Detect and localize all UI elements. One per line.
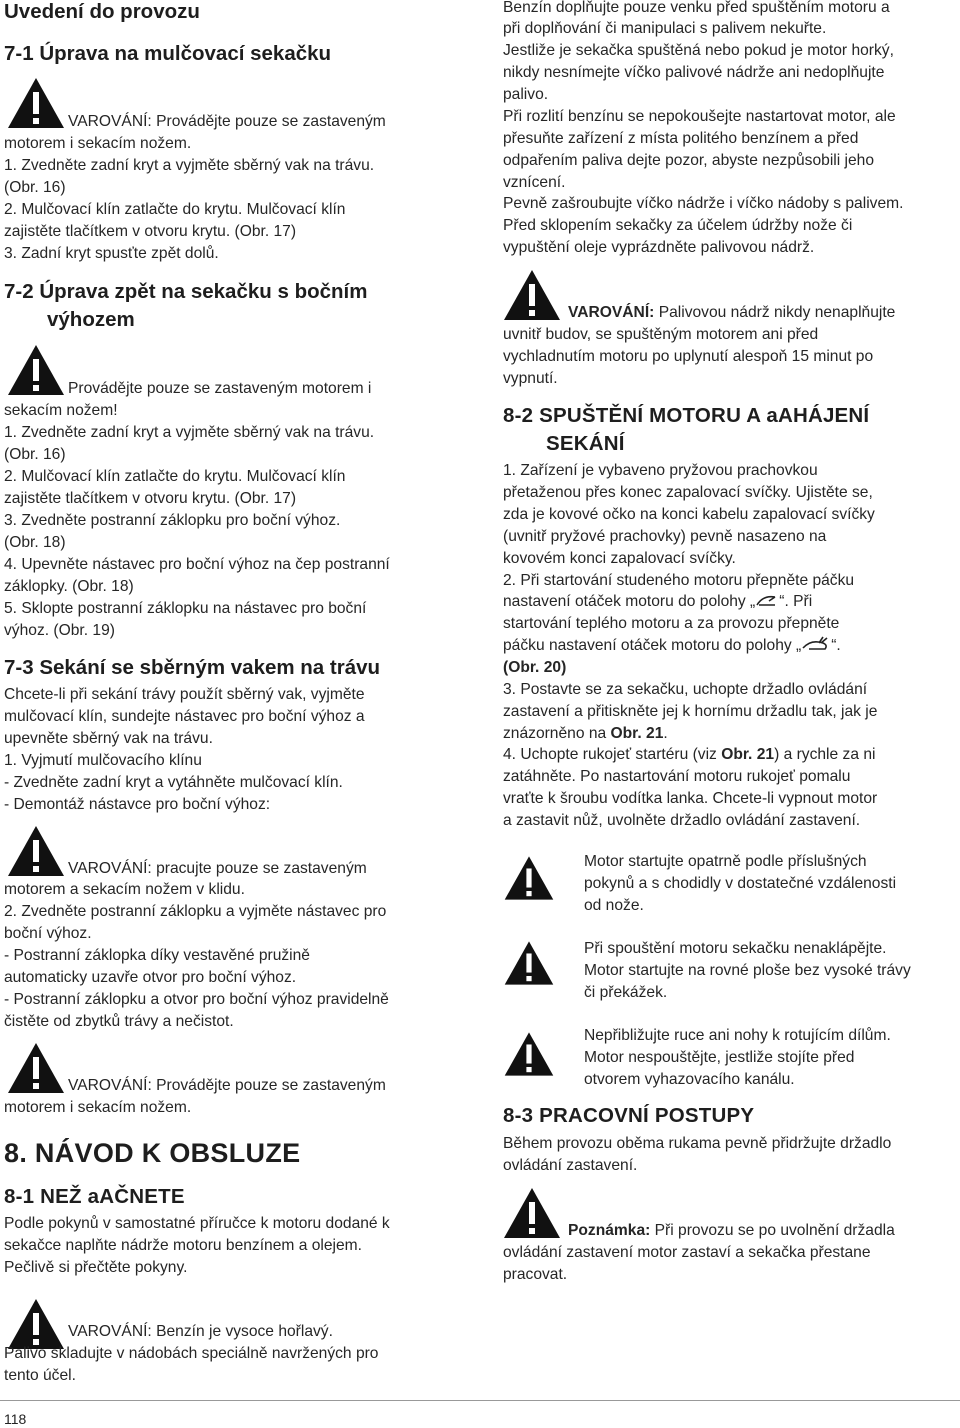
paragraph-line: upevněte sběrný vak na trávu. [4,730,213,747]
list-item: zda je kovové očko na konci kabelu zapalovací svíčky [503,506,875,523]
warning-text: pracujte pouze se zastaveným [151,860,367,877]
warning-81 [68,1321,333,1343]
list-item: výhoz. (Obr. 19) [4,622,115,639]
list-item: 3. Postavte se za sekačku, uchopte držadlo ovládání [503,681,868,698]
section-7-3-heading: 7-3 Sekání se sběrným vakem na trávu [4,656,381,679]
list-item: startování teplého motoru a za provozu přepněte [503,615,840,632]
section-8-1-heading: 8-1 NEŽ aAČNETE [4,1185,185,1208]
list-item: - Zvedněte zadní kryt a vytáhněte mulčovací klín. [4,774,343,791]
page-number: 118 [4,1411,27,1427]
list-item: 2. Při startování studeného motoru přepněte páčku [503,572,855,589]
section-8-2-heading: 8-2 SPUŠTĚNÍ MOTORU A aAHÁJENÍ [503,404,870,427]
warning-71-cont: motorem i sekacím nožem. [4,135,192,152]
paragraph-line: při doplňování či manipulaci s palivem nekuřte. [503,20,827,37]
list-item: (uvnitř pryžové prachovky) pevně nasazeno na [503,528,827,545]
list-item: 3. Zadní kryt spusťte zpět dolů. [4,245,219,262]
list-item: 4. Uchopte rukojeť startéru (viz Obr. 21) a rychle za ni [503,746,876,763]
warning-label: VAROVÁNÍ: [568,304,655,321]
paragraph-line: ovládání zastavení. [503,1157,638,1174]
note-cont: ovládání zastavení motor zastaví a sekačka přestane [503,1244,871,1261]
warning-fuel-cont: uvnitř budov, se spuštěným motorem ani před [503,326,819,343]
warning-72-cont: sekacím nožem! [4,402,118,419]
section-8-2-heading-cont: SEKÁNÍ [546,432,625,455]
paragraph-line: Pečlivě si přečtěte pokyny. [4,1259,188,1276]
list-item: boční výhoz. [4,925,92,942]
list-item: 2. Mulčovací klín zatlačte do krytu. Mulčovací klín [4,468,346,485]
warning-icon [503,853,555,903]
list-item: 1. Zvedněte zadní kryt a vyjměte sběrný vak na trávu. [4,424,375,441]
list-item: vraťte k šroubu vodítka lanka. Chcete-li vypnout motor [503,790,878,807]
warning-block-line: otvorem vyhazovacího kanálu. [584,1071,795,1088]
list-item: (Obr. 18) [4,534,66,551]
paragraph-line: Jestliže je sekačka spuštěná nebo pokud je motor horký, [503,42,894,59]
list-item: (Obr. 20) [503,659,567,676]
list-item: 1. Zvedněte zadní kryt a vyjměte sběrný vak na trávu. [4,157,375,174]
list-item: kovovém konci zapalovací svíčky. [503,550,736,567]
page-title: Uvedení do provozu [4,0,200,23]
warning-72: Provádějte pouze se zastaveným motorem i [68,380,372,397]
list-item: nastavení otáček motoru do polohy „ “. Při [503,593,813,610]
warning-block-line: Motor startujte na rovné ploše bez vysoké trávy [584,962,911,979]
warning-icon [503,1029,555,1079]
warning-block-line: Motor nespouštějte, jestliže stojíte před [584,1049,855,1066]
section-7-2-heading: 7-2 Úprava zpět na sekačku s bočním [4,280,368,303]
warning-label: VAROVÁNÍ: [68,860,152,877]
warning-block-line: Nepřibližujte ruce ani nohy k rotujícím dílům. [584,1027,891,1044]
paragraph-line: vznícení. [503,174,566,191]
warning-block-line: od nože. [584,897,644,914]
paragraph-line: sekačce naplňte nádrže motoru benzínem a olejem. [4,1237,362,1254]
list-item: znázorněno na Obr. 21. [503,725,668,742]
warning-73b-cont: motorem i sekacím nožem. [4,1099,192,1116]
warning-icon [6,343,66,397]
warning-fuel-cont: vychladnutím motoru po uplynutí alespoň 15 minut po [503,348,874,365]
section-8-3-heading: 8-3 PRACOVNÍ POSTUPY [503,1104,755,1127]
list-item: čistěte od zbytků trávy a nečistot. [4,1013,234,1030]
warning-fuel [568,302,895,324]
list-item: zatáhněte. Po nastartování motoru rukojeť pomalu [503,768,851,785]
list-item: 1. Vyjmutí mulčovacího klínu [4,752,202,769]
warning-icon [6,1041,66,1095]
paragraph-line: Chcete-li při sekání trávy použít sběrný vak, vyjměte [4,686,365,703]
warning-block-line: Motor startujte opatrně podle příslušných [584,853,867,870]
list-item: záklopky. (Obr. 18) [4,578,134,595]
warning-text: Benzín je vysoce hořlavý. [151,1323,333,1340]
paragraph-line: Při rozlití benzínu se nepokoušejte nastartovat motor, ale [503,108,896,125]
warning-block-line: či překážek. [584,984,668,1001]
list-item: 5. Sklopte postranní záklopku na nástavec pro boční [4,600,367,617]
list-item: (Obr. 16) [4,446,66,463]
list-item: automaticky uzavře otvor pro boční výhoz. [4,969,297,986]
list-item: páčku nastavení otáček motoru do polohy „ “. [503,637,841,654]
paragraph-line: Během provozu oběma rukama pevně přidržujte držadlo [503,1135,892,1152]
paragraph-line: Pevně zašroubujte víčko nádrže i víčko nádoby s palivem. [503,195,904,212]
warning-icon [6,76,66,130]
paragraph-line: přesuňte zařízení z místa politého benzínem a před [503,130,859,147]
warning-fuel-cont: vypnutí. [503,370,558,387]
warning-label: VAROVÁNÍ: [68,113,152,130]
warning-73b [68,1075,386,1097]
warning-label: VAROVÁNÍ [68,1077,148,1094]
warning-73-cont: motorem a sekacím nožem v klidu. [4,881,245,898]
list-item: zajistěte tlačítkem v otvoru krytu. (Obr. 17) [4,223,297,240]
warning-icon [503,938,555,988]
warning-block-line: Při spouštění motoru sekačku nenaklápějte. [584,940,887,957]
warning-73 [68,858,367,880]
warning-81-cont: tento účel. [4,1367,76,1384]
warning-icon [501,1186,563,1240]
section-7-1-heading: 7-1 Úprava na mulčovací sekačku [4,42,332,65]
list-item: a zastavit nůž, uvolněte držadlo ovládání zastavení. [503,812,861,829]
footer-rule [0,1400,960,1401]
list-item: - Postranní záklopku a otvor pro boční výhoz pravidelně [4,991,389,1008]
warning-icon [501,268,563,322]
list-item: 3. Zvedněte postranní záklopku pro boční výhoz. [4,512,341,529]
note-text: Při provozu se po uvolnění držadla [650,1222,895,1239]
paragraph-line: Podle pokynů v samostatné příručce k motoru dodané k [4,1215,390,1232]
fast-rabbit-icon [801,635,831,653]
warning-text: : Provádějte pouze se zastaveným [147,1077,386,1094]
warning-label: VAROVÁNÍ: [68,1323,152,1340]
warning-text: Palivovou nádrž nikdy nenaplňujte [654,304,896,321]
list-item: zajistěte tlačítkem v otvoru krytu. (Obr. 17) [4,490,297,507]
list-item: přetaženou přes konec zapalovací svíčky. Ujistěte se, [503,484,873,501]
paragraph-line: vypuštění oleje vyprázdněte palivovou nádrž. [503,239,815,256]
section-7-2-heading-cont: výhozem [47,308,135,331]
paragraph-line: Benzín doplňujte pouze venku před spuštěním motoru a [503,0,890,16]
list-item: 1. Zařízení je vybaveno pryžovou prachovkou [503,462,818,479]
note-cont: pracovat. [503,1266,568,1283]
warning-71 [68,111,386,133]
list-item: 2. Zvedněte postranní záklopku a vyjměte nástavec pro [4,903,387,920]
list-item: (Obr. 16) [4,179,66,196]
warning-text: Provádějte pouze se zastaveným [151,113,386,130]
choke-icon [755,593,779,609]
paragraph-line: palivo. [503,86,549,103]
paragraph-line: Před sklopením sekačky za účelem údržby nože či [503,217,853,234]
paragraph-line: mulčovací klín, sundejte nástavec pro boční výhoz a [4,708,365,725]
list-item: - Postranní záklopka díky vestavěné pružině [4,947,310,964]
list-item: 4. Upevněte nástavec pro boční výhoz na čep postranní [4,556,390,573]
paragraph-line: nikdy nesnímejte víčko palivové nádrže ani nedoplňujte [503,64,885,81]
paragraph-line: odpařením paliva dejte pozor, abyste nezpůsobili jeho [503,152,875,169]
section-8-heading: 8. NÁVOD K OBSLUZE [4,1138,301,1168]
warning-81-cont: Palivo skladujte v nádobách speciálně navržených pro [4,1345,379,1362]
warning-icon [6,824,66,878]
list-item: - Demontáž nástavce pro boční výhoz: [4,796,271,813]
list-item: 2. Mulčovací klín zatlačte do krytu. Mulčovací klín [4,201,346,218]
list-item: zastavení a přitiskněte jej k hornímu držadlu tak, jak je [503,703,878,720]
note [568,1220,895,1242]
note-label: Poznámka: [568,1222,651,1239]
warning-block-line: pokynů a s chodidly v dostatečné vzdálenosti [584,875,897,892]
